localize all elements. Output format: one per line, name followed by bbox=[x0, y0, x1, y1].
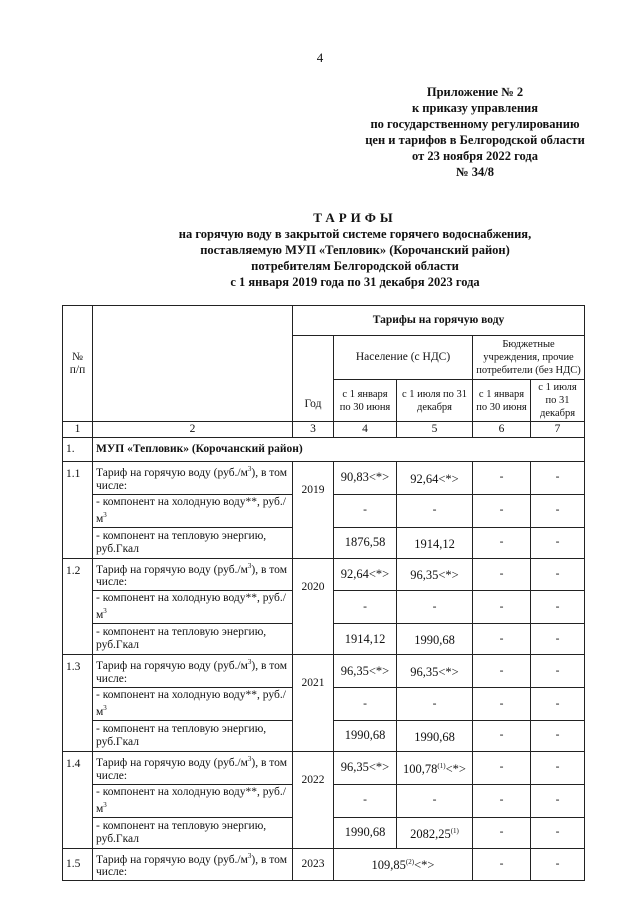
cold-value-2: - bbox=[397, 688, 473, 721]
table-row bbox=[63, 848, 585, 881]
appendix-line: Приложение № 2 bbox=[426, 85, 524, 99]
cold-value-2: - bbox=[397, 784, 473, 817]
appendix-header bbox=[340, 84, 610, 180]
header-budget: Бюджетные учреждения, прочие потребители (без НДС) bbox=[473, 336, 585, 380]
year-cell: 2019 bbox=[293, 462, 334, 559]
tariff-value-1: 90,83<*> bbox=[334, 462, 397, 495]
cold-value-2: - bbox=[397, 591, 473, 624]
heat-budget-1: - bbox=[473, 720, 531, 751]
budget-value-1: - bbox=[473, 655, 531, 688]
row-description-heat: - компонент на тепловую энергию, руб.Гкал bbox=[93, 817, 293, 848]
header-period-1: с 1 января по 30 июня bbox=[334, 380, 397, 422]
column-numbers-row bbox=[63, 422, 585, 438]
cold-budget-2: - bbox=[531, 494, 585, 527]
budget-value-2: - bbox=[531, 751, 585, 784]
table-row bbox=[63, 558, 585, 591]
cold-budget-2: - bbox=[531, 591, 585, 624]
column-number: 7 bbox=[531, 422, 585, 438]
budget-value-1: - bbox=[473, 751, 531, 784]
tariff-value-2: 96,35<*> bbox=[397, 655, 473, 688]
header-period-4: с 1 июля по 31 декабря bbox=[531, 380, 585, 422]
appendix-line: № 34/8 bbox=[456, 165, 494, 179]
budget-value-2: - bbox=[531, 558, 585, 591]
header-blank bbox=[93, 306, 293, 422]
tariff-table bbox=[62, 305, 585, 881]
table-row bbox=[63, 462, 585, 495]
title-line: на горячую воду в закрытой системе горячего водоснабжения, bbox=[178, 227, 532, 241]
header-num: № п/п bbox=[63, 306, 93, 422]
appendix-line: к приказу управления bbox=[411, 101, 539, 115]
row-description-cold: - компонент на холодную воду**, $руб./м^3$ bbox=[93, 688, 293, 721]
column-number: 5 bbox=[397, 422, 473, 438]
title-line: потребителям Белгородской области bbox=[251, 259, 459, 273]
heat-budget-2: - bbox=[531, 720, 585, 751]
row-number: 1.2 bbox=[63, 558, 93, 655]
heat-budget-2: - bbox=[531, 817, 585, 848]
tariff-value-1: 96,35<*> bbox=[334, 751, 397, 784]
cold-budget-2: - bbox=[531, 688, 585, 721]
cold-value-1: - bbox=[334, 784, 397, 817]
column-number: 3 bbox=[293, 422, 334, 438]
header-tariffs: Тарифы на горячую воду bbox=[293, 306, 585, 336]
table-row bbox=[63, 655, 585, 688]
heat-value-2: 1990,68 bbox=[397, 624, 473, 655]
year-cell: 2023 bbox=[293, 848, 334, 881]
title-line: с 1 января 2019 года по 31 декабря 2023 года bbox=[230, 275, 480, 289]
row-description-heat: - компонент на тепловую энергию, руб.Гкал bbox=[93, 624, 293, 655]
heat-budget-2: - bbox=[531, 624, 585, 655]
cold-budget-1: - bbox=[473, 784, 531, 817]
tariff-value-1: 96,35<*> bbox=[334, 655, 397, 688]
title-line: поставляемую МУП «Тепловик» (Корочанский район) bbox=[200, 243, 510, 257]
row-description-heat: - компонент на тепловую энергию, руб.Гкал bbox=[93, 720, 293, 751]
budget-value-1: - bbox=[473, 558, 531, 591]
row-number: 1.1 bbox=[63, 462, 93, 559]
column-number: 4 bbox=[334, 422, 397, 438]
column-number: 1 bbox=[63, 422, 93, 438]
budget-value-2: - bbox=[531, 462, 585, 495]
cold-value-1: - bbox=[334, 591, 397, 624]
budget-value-2: - bbox=[531, 655, 585, 688]
heat-value-1: 1990,68 bbox=[334, 817, 397, 848]
heat-value-2: 1914,12 bbox=[397, 527, 473, 558]
row-description-tariff: Тариф на горячую воду $(руб./м^3)$, в том числе: bbox=[93, 848, 293, 881]
org-number: 1. bbox=[63, 438, 93, 462]
year-cell: 2020 bbox=[293, 558, 334, 655]
budget-value-2: - bbox=[531, 848, 585, 881]
column-number: 2 bbox=[93, 422, 293, 438]
cold-budget-2: - bbox=[531, 784, 585, 817]
appendix-line: от 23 ноября 2022 года bbox=[412, 149, 538, 163]
heat-value-1: 1990,68 bbox=[334, 720, 397, 751]
heat-budget-2: - bbox=[531, 527, 585, 558]
cold-value-2: - bbox=[397, 494, 473, 527]
row-description-tariff: Тариф на горячую воду $(руб./м^3)$, в том числе: bbox=[93, 558, 293, 591]
row-description-cold: - компонент на холодную воду**, $руб./м^3$ bbox=[93, 784, 293, 817]
row-description-heat: - компонент на тепловую энергию, руб.Гкал bbox=[93, 527, 293, 558]
cold-budget-1: - bbox=[473, 688, 531, 721]
heat-budget-1: - bbox=[473, 527, 531, 558]
budget-value-1: - bbox=[473, 462, 531, 495]
column-number: 6 bbox=[473, 422, 531, 438]
cold-budget-1: - bbox=[473, 494, 531, 527]
budget-value-1: - bbox=[473, 848, 531, 881]
appendix-line: цен и тарифов в Белгородской области bbox=[365, 133, 585, 147]
appendix-line: по государственному регулированию bbox=[370, 117, 580, 131]
heat-value-1: 1876,58 bbox=[334, 527, 397, 558]
cold-value-1: - bbox=[334, 494, 397, 527]
heat-budget-1: - bbox=[473, 624, 531, 655]
heat-budget-1: - bbox=[473, 817, 531, 848]
tariff-value-2: 92,64<*> bbox=[397, 462, 473, 495]
page-number: 4 bbox=[316, 50, 324, 65]
header-period-2: с 1 июля по 31 декабря bbox=[397, 380, 473, 422]
row-description-tariff: Тариф на горячую воду $(руб./м^3)$, в том числе: bbox=[93, 655, 293, 688]
row-description-cold: - компонент на холодную воду**, $руб./м^3$ bbox=[93, 591, 293, 624]
row-number: 1.4 bbox=[63, 751, 93, 848]
table-row bbox=[63, 751, 585, 784]
year-cell: 2021 bbox=[293, 655, 334, 752]
header-period-3: с 1 января по 30 июня bbox=[473, 380, 531, 422]
title-main: ТАРИФЫ bbox=[313, 210, 397, 225]
row-description-tariff: Тариф на горячую воду $(руб./м^3)$, в том числе: bbox=[93, 751, 293, 784]
heat-value-2: 1990,68 bbox=[397, 720, 473, 751]
row-description-cold: - компонент на холодную воду**, $руб./м^3$ bbox=[93, 494, 293, 527]
header-population: Население (с НДС) bbox=[334, 336, 473, 380]
row-description-tariff: Тариф на горячую воду $(руб./м^3)$, в том числе: bbox=[93, 462, 293, 495]
row-number: 1.3 bbox=[63, 655, 93, 752]
cold-budget-1: - bbox=[473, 591, 531, 624]
org-name: МУП «Тепловик» (Корочанский район) bbox=[93, 438, 585, 462]
organization-row bbox=[63, 438, 585, 462]
heat-value-1: 1914,12 bbox=[334, 624, 397, 655]
tariff-value-2: 96,35<*> bbox=[397, 558, 473, 591]
tariff-value-1: 92,64<*> bbox=[334, 558, 397, 591]
cold-value-1: - bbox=[334, 688, 397, 721]
heat-value-2: 2082,25$^{(1)}$ bbox=[397, 817, 473, 848]
year-cell: 2022 bbox=[293, 751, 334, 848]
row-number: 1.5 bbox=[63, 848, 93, 881]
header-year: Год bbox=[293, 336, 334, 422]
tariff-value-2: $100,78^{(1)}<*>$ bbox=[397, 751, 473, 784]
tariff-value-merged: $109,85^{(2)}<*>$ bbox=[334, 848, 473, 881]
document-title bbox=[60, 210, 640, 290]
